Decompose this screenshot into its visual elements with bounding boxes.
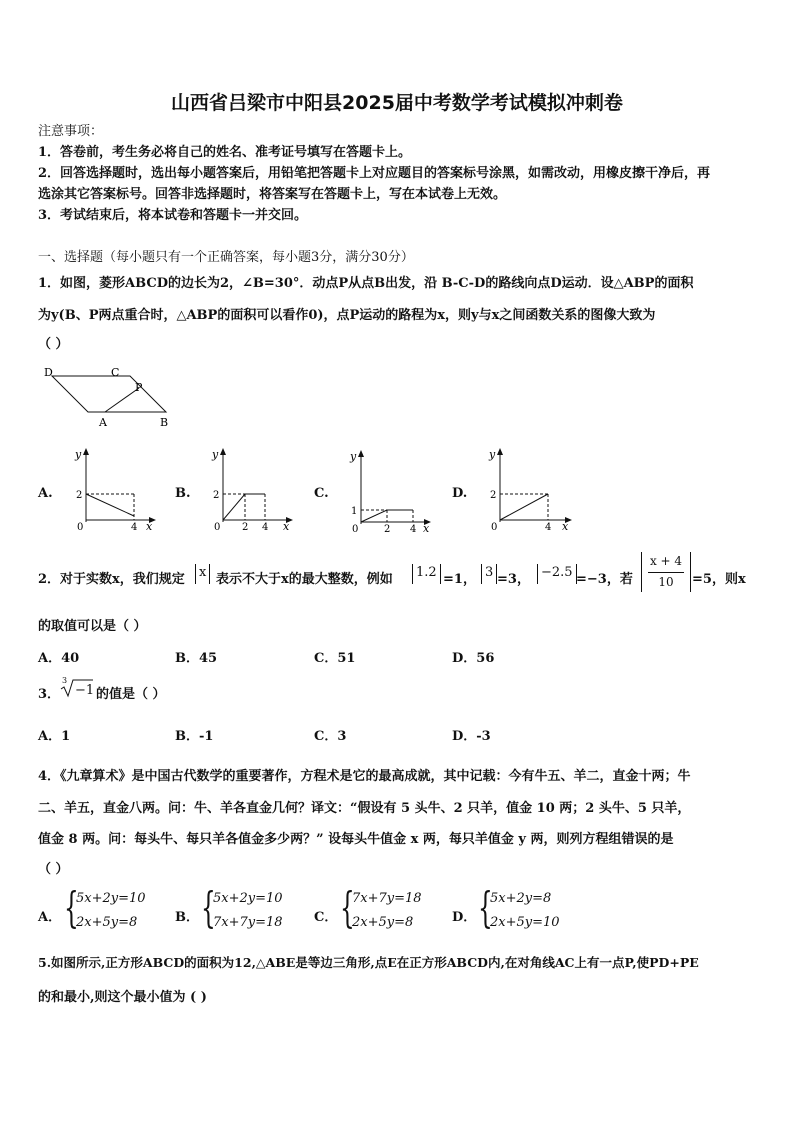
svg-text:0: 0 [214,522,221,532]
rhombus-shape [52,376,166,412]
q3-text: 的值是（ ） [96,687,166,702]
svg-text:2: 2 [384,524,391,534]
notice-item: 3．考试结束后，将本试卷和答题卡一并交回。 [38,208,308,223]
q4-option-d-label[interactable]: D． [452,910,477,925]
svg-text:y: y [489,448,496,461]
q1-line: 为y(B、P两点重合时，△ABP的面积可以看作0)，点P运动的路程为x，则y与x之间函数关系的图像大致为 [38,308,656,323]
q2-text: =−3，若 [576,572,633,587]
svg-text:y: y [212,448,219,461]
svg-text:2: 2 [242,522,249,532]
svg-text:2: 2 [213,490,220,501]
svg-text:0: 0 [352,524,359,534]
brace-icon: { [201,883,216,932]
svg-text:4: 4 [545,522,552,532]
svg-text:x: x [423,522,430,534]
label-a: A [99,416,107,429]
q4-option-b-label[interactable]: B． [175,910,199,925]
q2-text: =3， [497,572,530,587]
svg-text:x: x [146,520,153,532]
graph-a [68,446,158,532]
svg-text:4: 4 [262,522,269,532]
label-d: D [44,366,53,379]
graph-b [205,446,295,532]
svg-text:4: 4 [410,524,417,534]
q3-option-a[interactable]: A．1 [38,729,71,744]
q4-answer-paren: （ ） [38,862,69,877]
q1-answer-paren: （ ） [38,337,69,352]
svg-text:y: y [75,448,82,461]
notice-item: 2．回答选择题时，选出每小题答案后，用铅笔把答题卡上对应题目的答案标号涂黑，如需改动，用橡皮擦干净后，再 [38,166,711,181]
graph-d [482,446,576,532]
svg-text:2: 2 [490,490,497,501]
q2-option-b[interactable]: B．45 [175,651,218,666]
svg-text:0: 0 [491,522,498,532]
q2-text: =1， [443,572,476,587]
q2-option-d[interactable]: D．56 [452,651,495,666]
q2-option-c[interactable]: C．51 [314,651,356,666]
svg-text:y: y [350,450,357,463]
q5-line: 5.如图所示,正方形ABCD的面积为12,△ABE是等边三角形,点E在正方形ABCD内,在对角线AC上有一点P,使PD+PE [38,955,699,970]
root-index: 3 [62,676,68,685]
root-radicand: −1 [75,683,95,698]
rhombus-figure [38,364,178,430]
q3-option-b[interactable]: B．-1 [175,729,214,744]
brace-icon: { [64,883,79,932]
q1-option-a[interactable]: A. [38,486,53,501]
svg-text:4: 4 [131,522,138,532]
q2-text: 表示不大于x的最大整数，例如 [216,572,393,587]
q3-option-d[interactable]: D．-3 [452,729,491,744]
q2-line2: 的取值可以是（ ） [38,619,147,634]
q2-option-a[interactable]: A．40 [38,651,80,666]
notice-heading: 注意事项： [38,124,104,139]
q1-option-b[interactable]: B. [175,486,191,501]
q2-text: =5，则x [692,572,746,587]
q1-option-c[interactable]: C. [314,486,329,501]
svg-text:2: 2 [76,490,83,501]
q4-line: 二、羊五，直金八两。问：牛、羊各直金几何？译文：“假设有 5 头牛、2 只羊，值金 10 两；2 头牛、5 只羊， [38,801,691,816]
q4-option-a-label[interactable]: A． [38,910,62,925]
q3-option-c[interactable]: C．3 [314,729,347,744]
floor-bracket: x [195,564,210,584]
floor-fraction: x + 4 10 [641,552,691,592]
q4-line: 值金 8 两。问：每头牛、每只羊各值金多少两？” 设每头牛值金 x 两，每只羊值金 y 两，则列方程组错误的是 [38,832,674,847]
floor-example-2: 3 [481,564,497,584]
graph-c [343,448,435,534]
brace-icon: { [340,883,355,932]
q2-text: 2．对于实数x，我们规定 [38,572,185,587]
page-title: 山西省吕梁市中阳县2025届中考数学考试模拟冲刺卷 [171,92,623,114]
segment-ap [105,388,139,412]
q4-option-c-label[interactable]: C． [314,910,338,925]
q1-line: 1．如图，菱形ABCD的边长为2，∠B=30°．动点P从点B出发，沿 B-C-D的路线向点D运动．设△ABP的面积 [38,276,694,291]
q3-number: 3． [38,687,61,702]
svg-text:x: x [562,520,569,532]
brace-icon: { [478,883,493,932]
label-p: P [135,381,143,394]
notice-item: 1．答卷前，考生务必将自己的姓名、准考证号填写在答题卡上。 [38,145,412,160]
label-b: B [160,416,169,429]
q1-option-d[interactable]: D. [452,486,468,501]
q4-line: 4．《九章算术》是中国古代数学的重要著作，方程术是它的最高成就，其中记载：今有牛五、羊二，直金十两；牛 [38,769,691,784]
label-c: C [111,366,120,379]
q5-line: 的和最小,则这个最小值为 ( ) [38,990,207,1005]
svg-text:0: 0 [77,522,84,532]
floor-example-3: −2.5 [537,564,577,584]
svg-text:1: 1 [351,506,358,517]
svg-text:x: x [283,520,290,532]
floor-example-1: 1.2 [412,564,441,584]
section-heading: 一、选择题（每小题只有一个正确答案，每小题3分，满分30分） [38,250,414,265]
notice-item: 选涂其它答案标号。回答非选择题时，将答案写在答题卡上，写在本试卷上无效。 [38,187,507,202]
